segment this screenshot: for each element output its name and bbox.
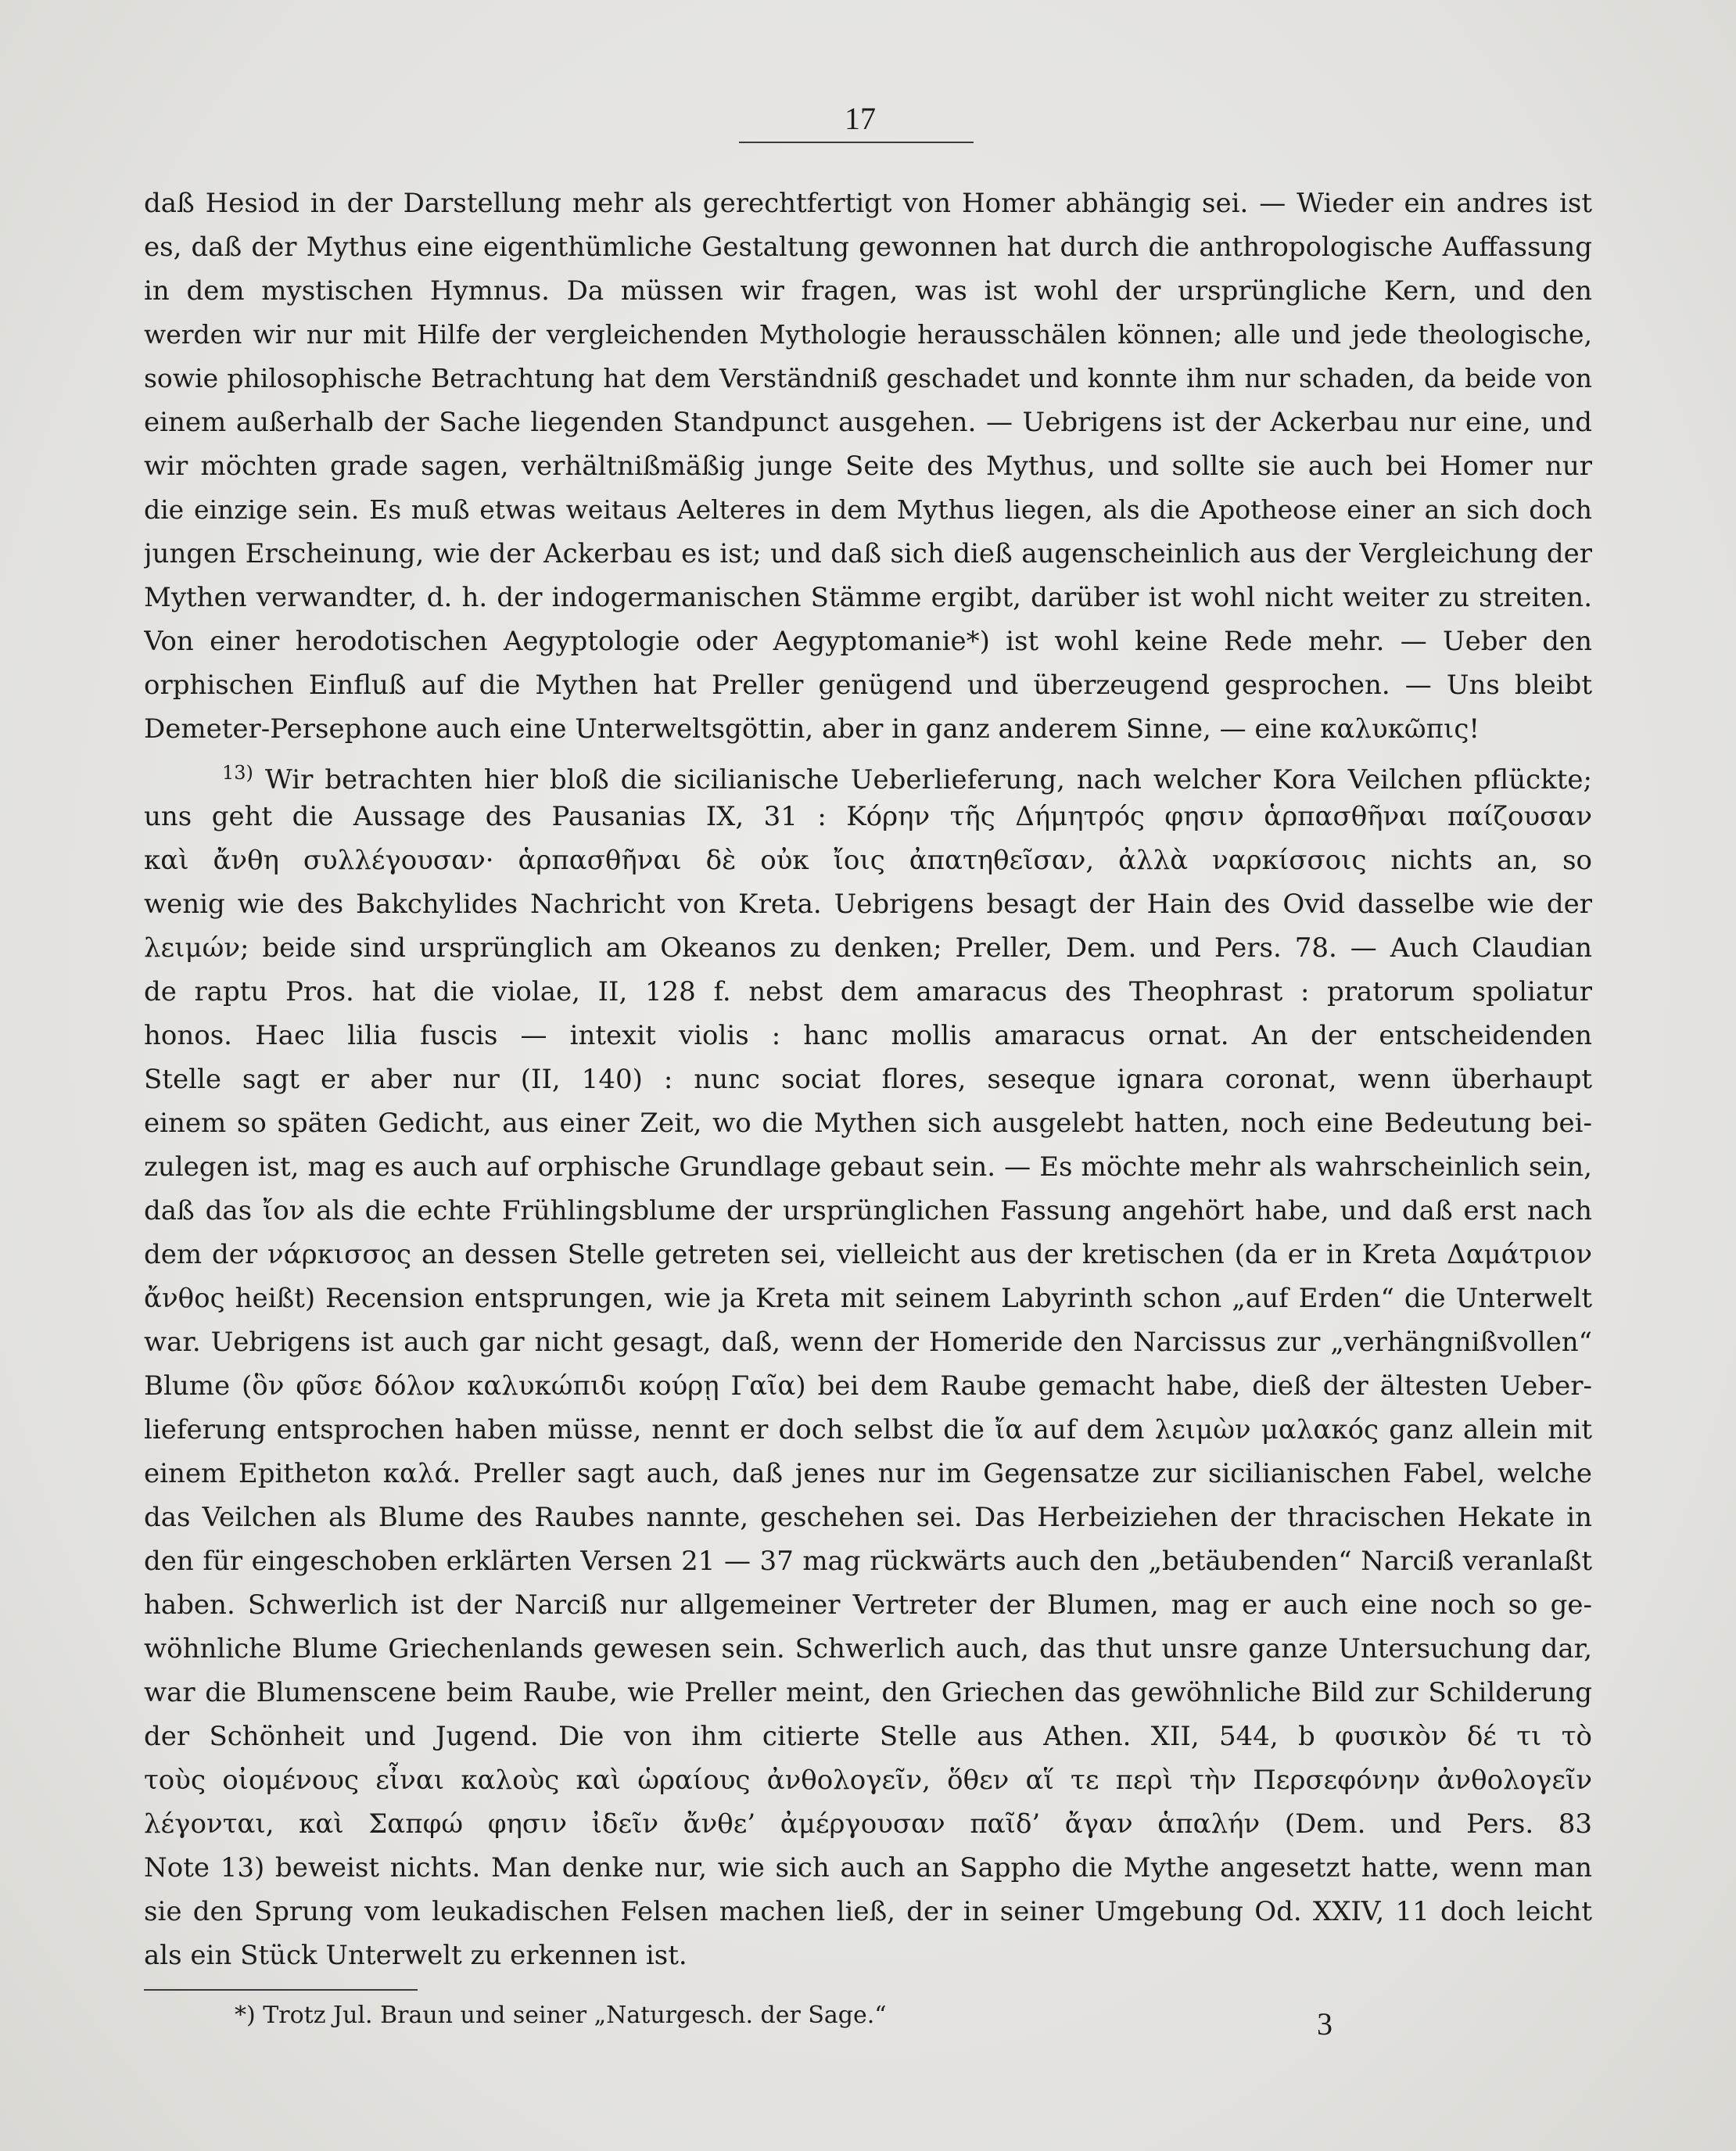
text-line: dem der νάρκισσος an dessen Stelle getreten sei, vielleicht aus der kretischen (da er in Kreta Δαμάτριον [144,1239,1592,1270]
text-line: der Schönheit und Jugend. Die von ihm citierte Stelle aus Athen. XII, 544, b φυσικὸν δέ τι τὸ [144,1721,1592,1752]
text-line: lieferung entsprochen haben müsse, nennt er doch selbst die ἴα auf dem λειμὼν μαλακός ganz allein mit [144,1414,1592,1445]
text-line: sowie philosophische Betrachtung hat dem Verständniß geschadet und konnte ihm nur schaden, da beide von [144,363,1592,393]
text-line: Demeter-Persephone auch eine Unterweltsgöttin, aber in ganz anderem Sinne, — eine καλυκῶπις! [144,713,1480,745]
text-line: das Veilchen als Blume des Raubes nannte, geschehen sei. Das Herbeiziehen der thracischen Hekate in [144,1502,1592,1533]
text-line: in dem mystischen Hymnus. Da müssen wir fragen, was ist wohl der ursprüngliche Kern, und den [144,275,1592,307]
text-line: war die Blumenscene beim Raube, wie Preller meint, den Griechen das gewöhnliche Bild zur Schilderung [144,1677,1592,1708]
text-line: daß Hesiod in der Darstellung mehr als gerechtfertigt von Homer abhängig sei. — Wieder ein andres ist [144,188,1592,219]
body-text [144,181,1592,1977]
text-line: λέγονται, καὶ Σαπφώ φησιν ἰδεῖν ἄνθε’ ἀμέργουσαν παῖδ’ ἄγαν ἁπαλήν (Dem. und Pers. 83 [144,1808,1592,1840]
note-13-marker: 13) [222,762,253,784]
text-line: einem Epitheton καλά. Preller sagt auch, daß jenes nur im Gegensatze zur sicilianischen Fabel, welche [144,1458,1592,1489]
text-line: λειμών; beide sind ursprünglich am Okeanos zu denken; Preller, Dem. und Pers. 78. — Auch Claudian [144,932,1592,964]
text-line: τοὺς οἰομένους εἶναι καλοὺς καὶ ὡραίους ἀνθολογεῖν, ὅθεν αἵ τε περὶ τὴν Περσεφόνην ἀνθολογεῖν [144,1765,1592,1796]
text-line: Mythen verwandter, d. h. der indogermanischen Stämme ergibt, darüber ist wohl nicht weiter zu streiten. [144,582,1592,613]
note-13-first-line [144,751,1592,795]
text-line: wöhnliche Blume Griechenlands gewesen sein. Schwerlich auch, das thut unsre ganze Untersuchung dar, [144,1633,1592,1664]
text-line: wenig wie des Bakchylides Nachricht von Kreta. Uebrigens besagt der Hain des Ovid dasselbe wie der [144,889,1592,920]
text-line: wir möchten grade sagen, verhältnißmäßig junge Seite des Mythus, und sollte sie auch bei Homer nur [144,451,1592,482]
text-line: uns geht die Aussage des Pausanias IX, 31 : Κόρην τῆς Δήμητρός φησιν ἁρπασθῆναι παίζουσαν [144,801,1592,832]
text-line: orphischen Einfluß auf die Mythen hat Preller genügend und überzeugend gesprochen. — Uns bleibt [144,670,1592,701]
text-line: Von einer herodotischen Aegyptologie oder Aegyptomanie*) ist wohl keine Rede mehr. — Ueber den [144,626,1592,657]
page-number: 17 [845,101,876,136]
text-line: ἄνθος heißt) Recension entsprungen, wie ja Kreta mit seinem Labyrinth schon „auf Erden“ die Unterwelt [144,1283,1592,1314]
text-line: werden wir nur mit Hilfe der vergleichenden Mythologie herausschälen können; alle und jede theologische, [144,319,1592,350]
text-line: de raptu Pros. hat die violae, II, 128 f. nebst dem amaracus des Theophrast : pratorum spoliatur [144,976,1592,1007]
text-line: haben. Schwerlich ist der Narciß nur allgemeiner Vertreter der Blumen, mag er auch eine noch so ge- [144,1589,1592,1621]
text-line: Note 13) beweist nichts. Man denke nur, wie sich auch an Sappho die Mythe angesetzt hatte, wenn man [144,1852,1592,1883]
header-rule [739,142,974,143]
text-line: Blume (ὃν φῦσε δόλον καλυκώπιδι κούρῃ Γαῖα) bei dem Raube gemacht habe, dieß der ältesten Ueber- [144,1370,1592,1402]
text-line: Wir betrachten hier bloß die sicilianische Ueberlieferung, nach welcher Kora Veilchen pflückte; [264,764,1592,795]
text-line: den für eingeschoben erklärten Versen 21 — 37 mag rückwärts auch den „betäubenden“ Narciß veranlaßt [144,1546,1592,1577]
text-line: die einzige sein. Es muß etwas weitaus Aelteres in dem Mythus liegen, als die Apotheose einer an sich doch [144,494,1592,525]
signature-mark: 3 [1317,2006,1332,2041]
text-line: sie den Sprung vom leukadischen Felsen machen ließ, der in seiner Umgebung Od. XXIV, 11 doch leicht [144,1896,1592,1927]
text-line: daß das ἴον als die echte Frühlingsblume der ursprünglichen Fassung angehört habe, und daß erst nach [144,1195,1592,1226]
text-line: war. Uebrigens ist auch gar nicht gesagt, daß, wenn der Homeride den Narcissus zur „verhängnißvollen“ [144,1327,1592,1358]
text-line: jungen Erscheinung, wie der Ackerbau es ist; und daß sich dieß augenscheinlich aus der Vergleichung der [144,538,1592,569]
text-line: καὶ ἄνθη συλλέγουσαν· ἁρπασθῆναι δὲ οὐκ ἴοις ἀπατηθεῖσαν, ἀλλὰ ναρκίσσοις nichts an, so [144,845,1592,876]
text-line: als ein Stück Unterwelt zu erkennen ist. [144,1940,687,1971]
text-line: zulegen ist, mag es auch auf orphische Grundlage gebaut sein. — Es möchte mehr als wahrscheinlich sein, [144,1151,1592,1183]
text-line: honos. Haec lilia fuscis — intexit violis : hanc mollis amaracus ornat. An der entscheidenden [144,1020,1592,1051]
text-line: einem so späten Gedicht, aus einer Zeit, wo die Mythen sich ausgelebt hatten, noch eine Bedeutung bei- [144,1108,1592,1139]
text-line: Stelle sagt er aber nur (II, 140) : nunc sociat flores, seseque ignara coronat, wenn überhaupt [144,1064,1592,1095]
footnote: *) Trotz Jul. Braun und seiner „Naturgesch. der Sage.“ [235,2002,887,2029]
text-line: einem außerhalb der Sache liegenden Standpunct ausgehen. — Uebrigens ist der Ackerbau nur eine, und [144,407,1592,438]
text-line: es, daß der Mythus eine eigenthümliche Gestaltung gewonnen hat durch die anthropologische Auffassung [144,232,1592,263]
footnote-rule [144,1989,418,1991]
